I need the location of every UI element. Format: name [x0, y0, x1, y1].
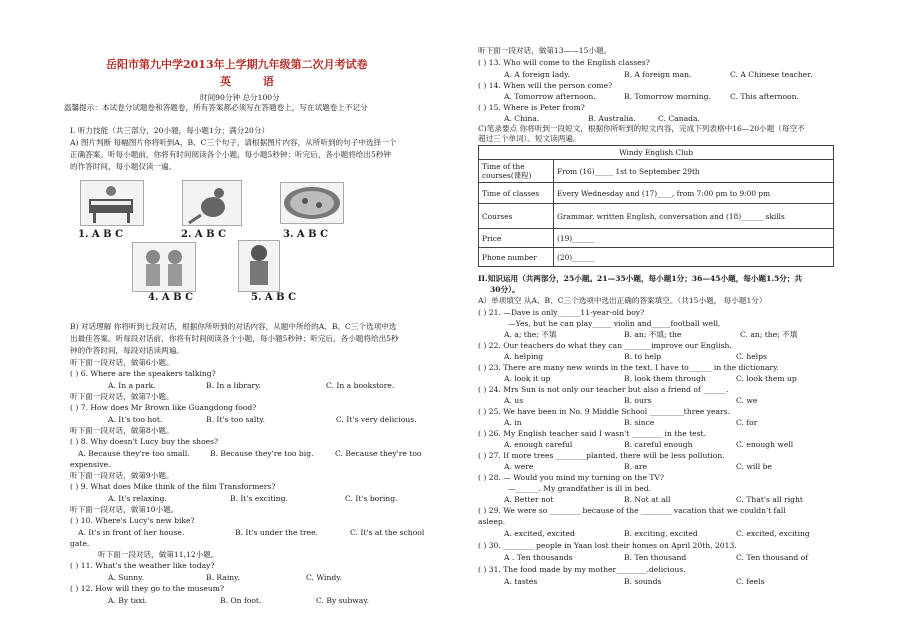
- q30-option-b: B. Ten thousand: [624, 553, 687, 562]
- table-key: Time of classes: [479, 183, 554, 204]
- part-c-line1: C)笔录要点 你将听到一段短文，根据你所听到的短文内容，完成下列表格中16—20小题（每空不: [478, 124, 805, 133]
- question-10: ( ) 10. Where's Lucy's new bike?: [70, 516, 195, 525]
- dialogue-8-intro: 听下面一段对话，做第8小题。: [70, 426, 174, 435]
- q6-option-c: C. In a bookstore.: [326, 381, 395, 390]
- subject-title: 英 语: [220, 75, 288, 88]
- q31-option-a: A. tastes: [504, 577, 538, 586]
- section-a-heading: A）单项填空 从A、B、C三个选项中选出正确的答案填空。（共15小题， 每小题1分）: [478, 296, 767, 305]
- picture-pizza: [280, 182, 344, 224]
- q7-option-a: A. It's too hot.: [108, 415, 163, 424]
- q12-option-b: B. On foot.: [220, 596, 262, 605]
- dialogue-11-intro: 听下面一段对话，做第11,12小题。: [98, 550, 219, 559]
- dialogue-7-intro: 听下面一段对话，做第7小题。: [70, 392, 174, 401]
- table-row: [479, 204, 834, 229]
- dialogue-6-intro: 听下面一段对话，做第6小题。: [70, 358, 174, 367]
- q22-option-b: B. to help: [624, 352, 662, 361]
- table-key-line2: courses(课程): [482, 171, 532, 180]
- q11-option-c: C. Windy.: [306, 573, 342, 582]
- q11-option-b: B. Rainy.: [206, 573, 240, 582]
- question-22: ( ) 22. Our teachers do what they can _______improve our English.: [478, 341, 732, 350]
- q26-option-a: A. enough careful: [504, 440, 573, 449]
- q29-option-b: B. exciting, excited: [624, 529, 698, 538]
- picture-2-label: 2. A B C: [181, 229, 227, 240]
- part-a-line1: A) 图片判断 每幅图片你将听到A、B、C三个句子，请根据图片内容，从所听到的句子中选择一个: [70, 138, 397, 147]
- question-12: ( ) 12. How will they go to the museum?: [70, 584, 225, 593]
- q28-option-c: C. That's all right: [736, 495, 803, 504]
- section-2-heading-cont: 30分）。: [490, 285, 520, 294]
- q11-option-a: A. Sunny.: [108, 573, 144, 582]
- q15-option-a: A. China.: [504, 114, 540, 123]
- q28-option-b: B. Not at all: [624, 495, 671, 504]
- picture-5-label: 5. A B C: [251, 292, 297, 303]
- q7-option-b: B. It's too salty.: [206, 415, 266, 424]
- question-29: ( ) 29. We were so ________ because of the ________ vacation that we couldn't fall: [478, 506, 786, 515]
- part-b-line3: 钟的作答时间，每段对话读两遍。: [70, 346, 184, 355]
- section-1-heading: I. 听力技能（共三部分，20小题，每小题1分；满分20分）: [70, 126, 270, 135]
- q7-option-c: C. It's very delicious.: [336, 415, 417, 424]
- part-c-line2: 超过三个单词）。短文读两遍。: [478, 134, 581, 143]
- q15-option-b: B. Australia.: [588, 114, 636, 123]
- q9-option-b: B. It's exciting.: [230, 494, 288, 503]
- part-b-line2: 出最佳答案。听每段对话前，你将有时间阅读各个小题，每小题5秒钟；听完后，各小题将给出5秒: [70, 334, 399, 343]
- q10-option-c: C. It's at the school: [350, 528, 425, 537]
- picture-girl: [238, 240, 280, 292]
- table-key: [479, 160, 554, 183]
- q22-option-c: C. helps: [736, 352, 767, 361]
- q9-option-a: A. It's relaxing.: [108, 494, 167, 503]
- q27-option-a: A. were: [504, 462, 534, 471]
- q8-option-b: B. Because they're too big.: [210, 449, 314, 458]
- table-value: Grammar, written English, conversation and (18)______ skills: [554, 204, 834, 229]
- part-a-line3: 的作答时间，每小题仅读一遍。: [70, 162, 177, 171]
- question-26: ( ) 26. My English teacher said I wasn't ________ in the test.: [478, 429, 707, 438]
- part-b-line1: B) 对话理解 你将听到七段对话，根据你所听到的对话内容，从题中所给的A、B、C三个选项中选: [70, 322, 397, 331]
- q31-option-b: B. sounds: [624, 577, 662, 586]
- question-6: ( ) 6. Where are the speakers talking?: [70, 369, 216, 378]
- english-club-table: [478, 145, 834, 267]
- q10-option-b: B. It's under the tree.: [235, 528, 318, 537]
- question-30: ( ) 30. ________ people in Yaan lost their homes on April 20th, 2013.: [478, 541, 737, 550]
- part-a-line2: 正确答案。听每小题前，你将有时间阅读各个小题，每小题5秒钟；听完后，各小题将给出5秒钟: [70, 150, 392, 159]
- q12-option-a: A. By taxi.: [108, 596, 148, 605]
- q15-option-c: C. Canada.: [658, 114, 700, 123]
- time-score: 时间90分钟 总分100分: [200, 93, 280, 102]
- question-14: ( ) 14. When will the person come?: [478, 81, 613, 90]
- q25-option-b: B. since: [624, 418, 655, 427]
- dialogue-9-intro: 听下面一段对话，做第9小题。: [70, 471, 174, 480]
- warm-tip: 温馨提示：本试卷分试题卷和答题卷，所有答案都必须写在答题卷上，写在试题卷上不记分: [64, 103, 368, 112]
- picture-two-people: [132, 242, 196, 292]
- table-key: Courses: [479, 204, 554, 229]
- q24-option-a: A. us: [504, 396, 524, 405]
- question-21: ( ) 21. —Dave is only______11-year-old boy?: [478, 308, 645, 317]
- question-25: ( ) 25. We have been in No. 9 Middle School _________three years.: [478, 407, 730, 416]
- q23-option-a: A. look it up: [504, 374, 551, 383]
- dialogue-10-intro: 听下面一段对话，做第10小题。: [70, 505, 179, 514]
- table-row: [479, 160, 834, 183]
- table-heading: Windy English Club: [479, 146, 834, 160]
- question-15: ( ) 15. Where is Peter from?: [478, 103, 585, 112]
- question-28: ( ) 28. — Would you mind my turning on the TV?: [478, 473, 664, 482]
- question-24: ( ) 24. Mrs Sun is not only our teacher but also a friend of ______.: [478, 385, 729, 394]
- q28-option-a: A. Better not: [504, 495, 554, 504]
- picture-kangaroo: [182, 180, 242, 226]
- q14-option-a: A. Tomorrow afternoon.: [504, 92, 596, 101]
- q21-option-c: C. an; the; 不填: [740, 330, 798, 339]
- table-value: (20)______: [554, 248, 834, 267]
- q25-option-a: A. in: [504, 418, 522, 427]
- question-9: ( ) 9. What does Mike think of the film Transformers?: [70, 482, 276, 491]
- q23-option-c: C. look them up: [736, 374, 797, 383]
- table-row: [479, 183, 834, 204]
- table-key: Phone number: [479, 248, 554, 267]
- table-value: Every Wednesday and (17)____, from 7:00 pm to 9:00 pm: [554, 183, 834, 204]
- q13-option-a: A. A foreign lady.: [504, 70, 570, 79]
- q24-option-b: B. ours: [624, 396, 652, 405]
- q30-option-a: A . Ten thousands: [504, 553, 573, 562]
- question-21-line2: —Yes, but he can play_____ violin and_____football well.: [508, 319, 721, 328]
- q8-option-a: A. Because they're too small.: [78, 449, 190, 458]
- q14-option-b: B. Tomorrow morning.: [624, 92, 711, 101]
- q13-option-b: B. A foreign man.: [624, 70, 692, 79]
- q10-option-a: A. It's in front of her house.: [78, 528, 185, 537]
- question-7: ( ) 7. How does Mr Brown like Guangdong food?: [70, 403, 257, 412]
- dialogue-13-intro: 听下面一段对话，做第13——15小题。: [478, 46, 612, 55]
- table-key-line1: Time of the: [482, 162, 525, 171]
- question-8: ( ) 8. Why doesn't Lucy buy the shoes?: [70, 437, 219, 446]
- q9-option-c: C. It's boring.: [345, 494, 398, 503]
- table-key: Price: [479, 229, 554, 248]
- q29-option-c: C. excited, exciting: [736, 529, 810, 538]
- q30-option-c: C. Ten thousand of: [736, 553, 809, 562]
- q25-option-c: C. for: [736, 418, 758, 427]
- q21-option-a: A. a; the; 不填: [504, 330, 557, 339]
- q29-option-a: A. excited, excited: [504, 529, 575, 538]
- q8-option-c-cont: expensive.: [70, 460, 111, 469]
- table-row: [479, 248, 834, 267]
- q21-option-b: B. an; 不填; the: [624, 330, 682, 339]
- picture-1-label: 1. A B C: [78, 229, 124, 240]
- table-row: [479, 229, 834, 248]
- q22-option-a: A. helping: [504, 352, 544, 361]
- question-11: ( ) 11. What's the weather like today?: [70, 561, 215, 570]
- picture-piano: [80, 180, 144, 226]
- table-value: From (16)_____ 1st to September 29th: [554, 160, 834, 183]
- question-28-line2: —______. My grandfather is ill in bed.: [508, 484, 652, 493]
- q27-option-b: B. are: [624, 462, 648, 471]
- q6-option-b: B. In a library.: [206, 381, 261, 390]
- q24-option-c: C. we: [736, 396, 758, 405]
- question-27: ( ) 27. If more trees ________planted, there will be less pollution.: [478, 451, 725, 460]
- q8-option-c: C. Because they're too: [335, 449, 422, 458]
- q27-option-c: C. will be: [736, 462, 772, 471]
- q31-option-c: C. feels: [736, 577, 765, 586]
- section-2-heading: II.知识运用（共两部分，25小题。21—35小题，每小题1分；36—45小题，每小题1.5分；共: [478, 274, 803, 283]
- question-23: ( ) 23. There are many new words in the text. I have to______ in the dictionary.: [478, 363, 779, 372]
- exam-title: 岳阳市第九中学2013年上学期九年级第二次月考试卷: [106, 58, 368, 71]
- q12-option-c: C. By subway.: [316, 596, 370, 605]
- q26-option-b: B. careful enough: [624, 440, 693, 449]
- question-31: ( ) 31. The food made by my mother________.delicious.: [478, 565, 686, 574]
- q6-option-a: A. In a park.: [108, 381, 156, 390]
- q10-option-c-cont: gate.: [70, 539, 90, 548]
- picture-4-label: 4. A B C: [148, 292, 194, 303]
- picture-3-label: 3. A B C: [283, 229, 329, 240]
- question-29-line2: asleep.: [478, 517, 506, 526]
- question-13: ( ) 13. Who will come to the English classes?: [478, 58, 650, 67]
- q23-option-b: B. look them through: [624, 374, 706, 383]
- q26-option-c: C. enough well: [736, 440, 794, 449]
- q13-option-c: C. A Chinese teacher.: [730, 70, 813, 79]
- q14-option-c: C. This afternoon.: [730, 92, 799, 101]
- table-value: (19)______: [554, 229, 834, 248]
